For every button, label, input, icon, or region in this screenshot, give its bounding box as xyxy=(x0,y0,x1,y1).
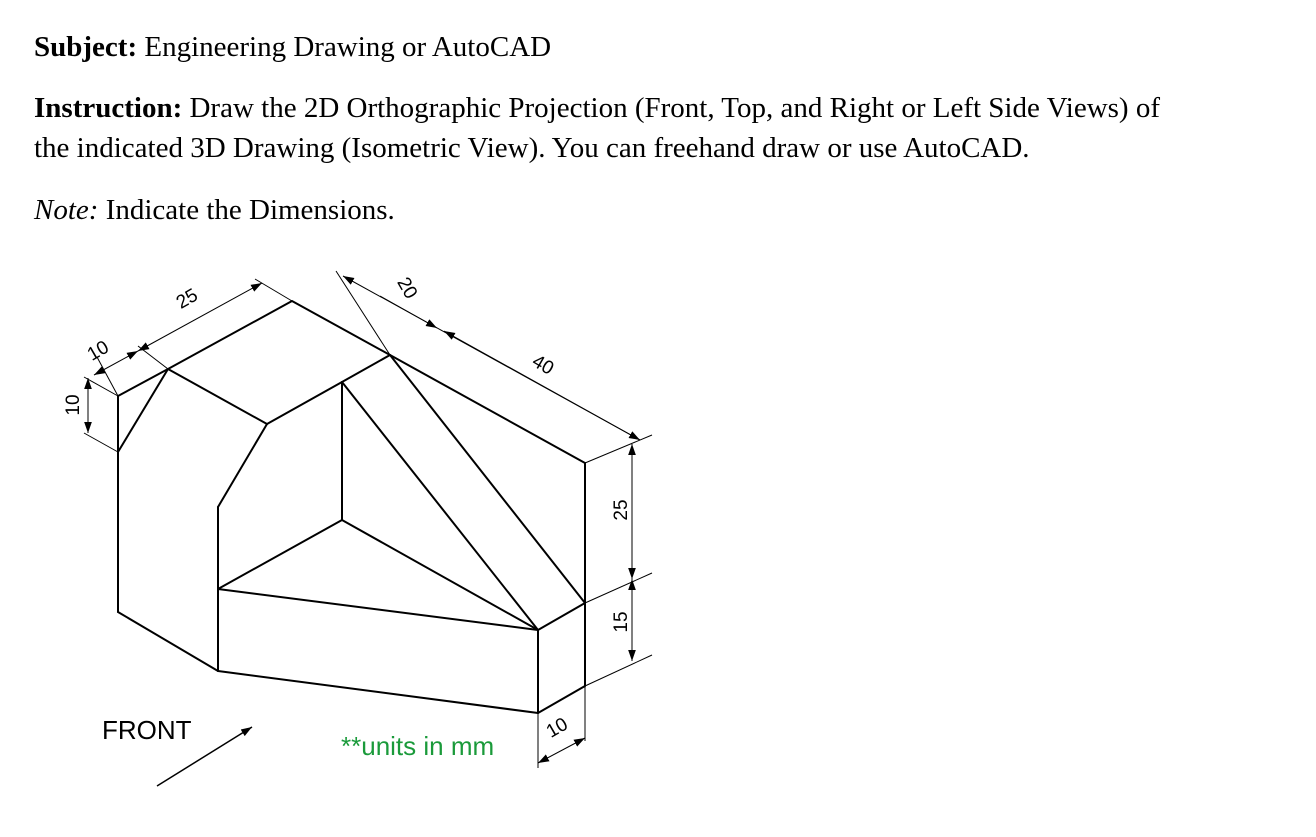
right-lower-top xyxy=(538,603,585,630)
inner-floor-left xyxy=(218,520,342,589)
right-lower-bottom xyxy=(538,686,585,713)
dim-line-40-start xyxy=(444,331,640,440)
extension-lines xyxy=(84,271,652,768)
front-bottom-edge xyxy=(218,671,538,713)
note-label: Note: xyxy=(34,194,99,226)
instruction-text-1: Draw the 2D Orthographic Projection (Front, Top, and Right or Left Side Views) of xyxy=(189,92,1160,124)
chamfer-back-edge xyxy=(168,369,267,424)
note-text: Indicate the Dimensions. xyxy=(105,194,395,226)
front-top-edge xyxy=(218,589,538,630)
inner-upper-edge xyxy=(267,382,342,424)
dim-text-15-right: 15 xyxy=(611,611,632,633)
dim-text-25-right: 25 xyxy=(611,499,632,521)
dim-text-10-bottom: 10 xyxy=(542,713,572,743)
front-label: FRONT xyxy=(102,715,192,745)
top-ridge-right xyxy=(390,355,585,463)
instruction-label: Instruction: xyxy=(34,92,183,124)
dim-text-25-top: 25 xyxy=(172,284,202,314)
units-note: **units in mm xyxy=(341,731,495,761)
subject-label: Subject: xyxy=(34,31,138,63)
dim-text-10-vertical: 10 xyxy=(63,394,84,416)
dim-text-20-top: 20 xyxy=(392,273,422,303)
object-outline xyxy=(118,301,585,713)
instruction-text-2: the indicated 3D Drawing (Isometric View). You can freehand draw or use AutoCAD. xyxy=(34,132,1030,164)
dim-text-40-side: 40 xyxy=(528,350,558,380)
dim-line-10-bottom xyxy=(538,738,585,763)
left-bottom-edge xyxy=(118,612,218,671)
subject-text: Engineering Drawing or AutoCAD xyxy=(144,31,552,63)
chamfer-lower xyxy=(218,424,267,507)
top-ridge-front xyxy=(342,355,390,382)
inner-floor-right xyxy=(342,520,538,630)
dim-text-10-diagonal: 10 xyxy=(83,336,113,366)
dim-line-20-end xyxy=(380,296,437,328)
dim-line-25-top xyxy=(138,283,262,351)
top-face-left-edges xyxy=(118,301,390,396)
